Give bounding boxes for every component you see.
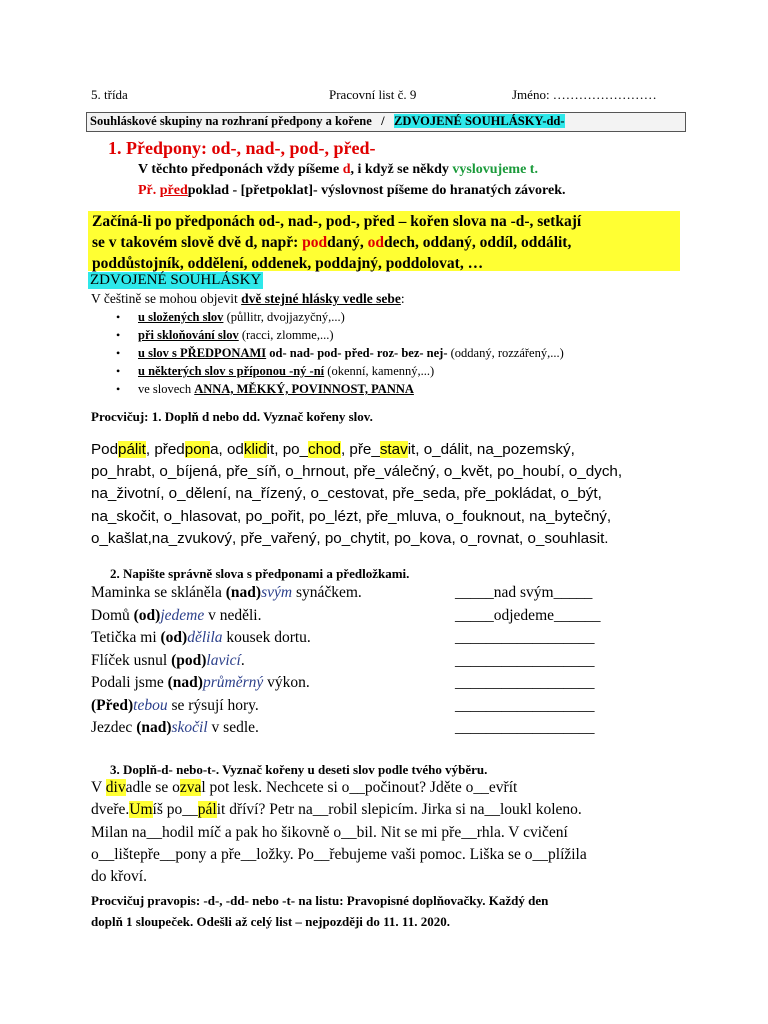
highlighted-root: pon bbox=[184, 441, 211, 458]
exercise3-title: 3. Doplň-d- nebo-t-. Vyznač kořeny u deseti slov podle tvého výběru. bbox=[110, 762, 488, 777]
exercise3-text-segment: V bbox=[91, 779, 106, 796]
bullet-item: • u některých slov s příponou -ný -ní (okenní, kamenný,...) bbox=[112, 362, 712, 380]
exercise1-text-segment: Pod bbox=[91, 441, 119, 458]
exercise3-line: Milan na__hodil míč a pak ho šikovně o__bil. Nit se mi pře__rhla. V cvičení bbox=[91, 823, 568, 841]
exercise2-sentence: Maminka se skláněla (nad)svým synáčkem. bbox=[91, 584, 362, 601]
exercise2-sentence: (Před)tebou se rýsují hory. bbox=[91, 696, 259, 714]
topic-separator: / bbox=[381, 114, 385, 128]
topic-text: Souhláskové skupiny na rozhraní předpony a kořene bbox=[90, 114, 372, 128]
exercise3-line bbox=[91, 799, 691, 821]
exercise1-text bbox=[91, 439, 691, 550]
highlighted-root: zva bbox=[179, 779, 202, 796]
highlighted-root: stav bbox=[379, 441, 408, 458]
exercise1-line: na_skočit, o_hlasovat, po_pořit, po_lézt, pře_mluva, o_fouknout, na_bytečný, bbox=[91, 507, 612, 525]
exercise2-answer-line[interactable]: _____nad svým_____ bbox=[455, 584, 593, 601]
section1-title: 1. Předpony: od-, nad-, pod-, před- bbox=[108, 138, 376, 158]
exercise2-sentence: Tetička mi (od)dělila kousek dortu. bbox=[91, 629, 311, 646]
exercise3-text-segment: adle se o bbox=[125, 779, 180, 796]
exercise3-text-segment: l pot lesk. Nechcete si o__počinout? Jděte o__evřít bbox=[201, 779, 518, 796]
exercise2-answer-line[interactable]: __________________ bbox=[455, 674, 595, 691]
section1-line2: Př. předpoklad - [přetpoklat]- výslovnost píšeme do hranatých závorek. bbox=[138, 183, 566, 198]
exercise2-row bbox=[91, 605, 691, 628]
bullet-list bbox=[112, 308, 712, 398]
double-consonants-intro: V češtině se mohou objevit dvě stejné hlásky vedle sebe: bbox=[91, 291, 405, 306]
exercise2-answer-line[interactable]: _____odjedeme______ bbox=[455, 606, 601, 624]
exercise1-text-segment: it, o_dálit, na_pozemský, bbox=[407, 441, 575, 458]
topic-highlight: ZDVOJENÉ SOUHLÁSKY-dd- bbox=[394, 114, 565, 128]
exercise1-line: po_hrabt, o_bíjená, pře_síň, o_hrnout, pře_válečný, o_květ, po_houbí, o_dych, bbox=[91, 463, 623, 481]
bullet-item: • u slov s PŘEDPONAMI od- nad- pod- před- roz- bez- nej- (oddaný, rozzářený,...) bbox=[112, 344, 712, 362]
highlighted-root: pál bbox=[197, 801, 217, 819]
exercise2-row bbox=[91, 650, 691, 673]
practice-line: doplň 1 sloupeček. Odešli až celý list – nejpozději do 11. 11. 2020. bbox=[91, 914, 450, 929]
worksheet-number: Pracovní list č. 9 bbox=[329, 87, 417, 102]
exercise3-line bbox=[91, 777, 691, 799]
rule-line1: Začíná-li po předponách od-, nad-, pod-, před – kořen slova na -d-, setkají bbox=[92, 213, 582, 230]
exercise2-row bbox=[91, 627, 691, 650]
double-consonants-heading: ZDVOJENÉ SOUHLÁSKY bbox=[90, 272, 262, 288]
rule-line2: se v takovém slově dvě d, např: poddaný, oddech, oddaný, oddíl, oddálit, bbox=[92, 234, 572, 251]
exercise3-text-segment: íš po__ bbox=[152, 801, 198, 819]
exercise2-row bbox=[91, 695, 691, 718]
bullet-item: • u složených slov (půllitr, dvojjazyčný,...) bbox=[112, 308, 712, 326]
exercise2-answer-line[interactable]: __________________ bbox=[455, 629, 595, 646]
exercise2-row bbox=[91, 672, 691, 695]
exercise2-answer-line[interactable]: __________________ bbox=[455, 719, 595, 736]
exercise2-row bbox=[91, 717, 691, 740]
exercise1-line: na_životní, o_dělení, na_řízený, o_cestovat, pře_seda, pře_pokládat, o_být, bbox=[91, 485, 602, 503]
exercise3-line: o__lištepře__pony a pře__ložky. Po__řebujeme vaši pomoc. Liška se o__plížila bbox=[91, 845, 587, 863]
exercise1-text-segment: it, po_ bbox=[266, 441, 309, 458]
exercise3-text-segment: it dříví? Petr na__robil slepicím. Jirka si na__loukl koleno. bbox=[216, 801, 582, 819]
exercise1-line bbox=[91, 439, 691, 461]
rule-line3: poddůstojník, oddělení, oddenek, poddajný, poddolovat, … bbox=[92, 255, 484, 272]
exercise1-title: Procvičuj: 1. Doplň d nebo dd. Vyznač kořeny slov. bbox=[91, 409, 373, 424]
exercise2-answer-line[interactable]: __________________ bbox=[455, 696, 595, 714]
practice-line: Procvičuj pravopis: -d-, -dd- nebo -t- na listu: Pravopisné doplňovačky. Každý den bbox=[91, 893, 549, 908]
exercise3-line: do křoví. bbox=[91, 868, 147, 886]
section1-line1: V těchto předponách vždy píšeme d, i když se někdy vyslovujeme t. bbox=[138, 162, 538, 177]
exercise2-row bbox=[91, 582, 691, 605]
topic-box bbox=[86, 112, 686, 132]
highlighted-root: div bbox=[105, 779, 126, 796]
exercise2-sentence: Domů (od)jedeme v neděli. bbox=[91, 606, 262, 624]
bullet-item: • ve slovech ANNA, MĚKKÝ, POVINNOST, PANNA bbox=[112, 380, 712, 398]
name-field: Jméno: …………………… bbox=[512, 87, 657, 102]
exercise2-answer-line[interactable]: __________________ bbox=[455, 651, 595, 669]
exercise2-sentence: Podali jsme (nad)průměrný výkon. bbox=[91, 674, 310, 691]
worksheet-header bbox=[91, 87, 681, 105]
exercise1-line: o_kašlat,na_zvukový, pře_vařený, po_chytit, po_kova, o_rovnat, o_souhlasit. bbox=[91, 529, 609, 547]
bullet-item: • při skloňování slov (racci, zlomme,...) bbox=[112, 326, 712, 344]
rule-box bbox=[88, 211, 680, 271]
exercise3-text-segment: dveře. bbox=[91, 801, 130, 819]
exercise2-rows bbox=[91, 582, 691, 740]
highlighted-root: chod bbox=[308, 441, 341, 458]
exercise1-text-segment: , pře_ bbox=[340, 441, 380, 458]
highlighted-root: klid bbox=[243, 441, 267, 458]
grade-label: 5. třída bbox=[91, 87, 128, 102]
exercise2-sentence: Flíček usnul (pod)lavicí. bbox=[91, 651, 245, 669]
exercise2-title: 2. Napište správně slova s předponami a předložkami. bbox=[110, 566, 410, 581]
exercise2-sentence: Jezdec (nad)skočil v sedle. bbox=[91, 719, 259, 736]
exercise1-text-segment: a, od bbox=[210, 441, 244, 458]
practice-note bbox=[91, 890, 691, 932]
highlighted-root: Um bbox=[129, 801, 153, 819]
exercise1-text-segment: , před bbox=[145, 441, 185, 458]
highlighted-root: pálit bbox=[118, 441, 146, 458]
exercise3-text bbox=[91, 777, 691, 888]
